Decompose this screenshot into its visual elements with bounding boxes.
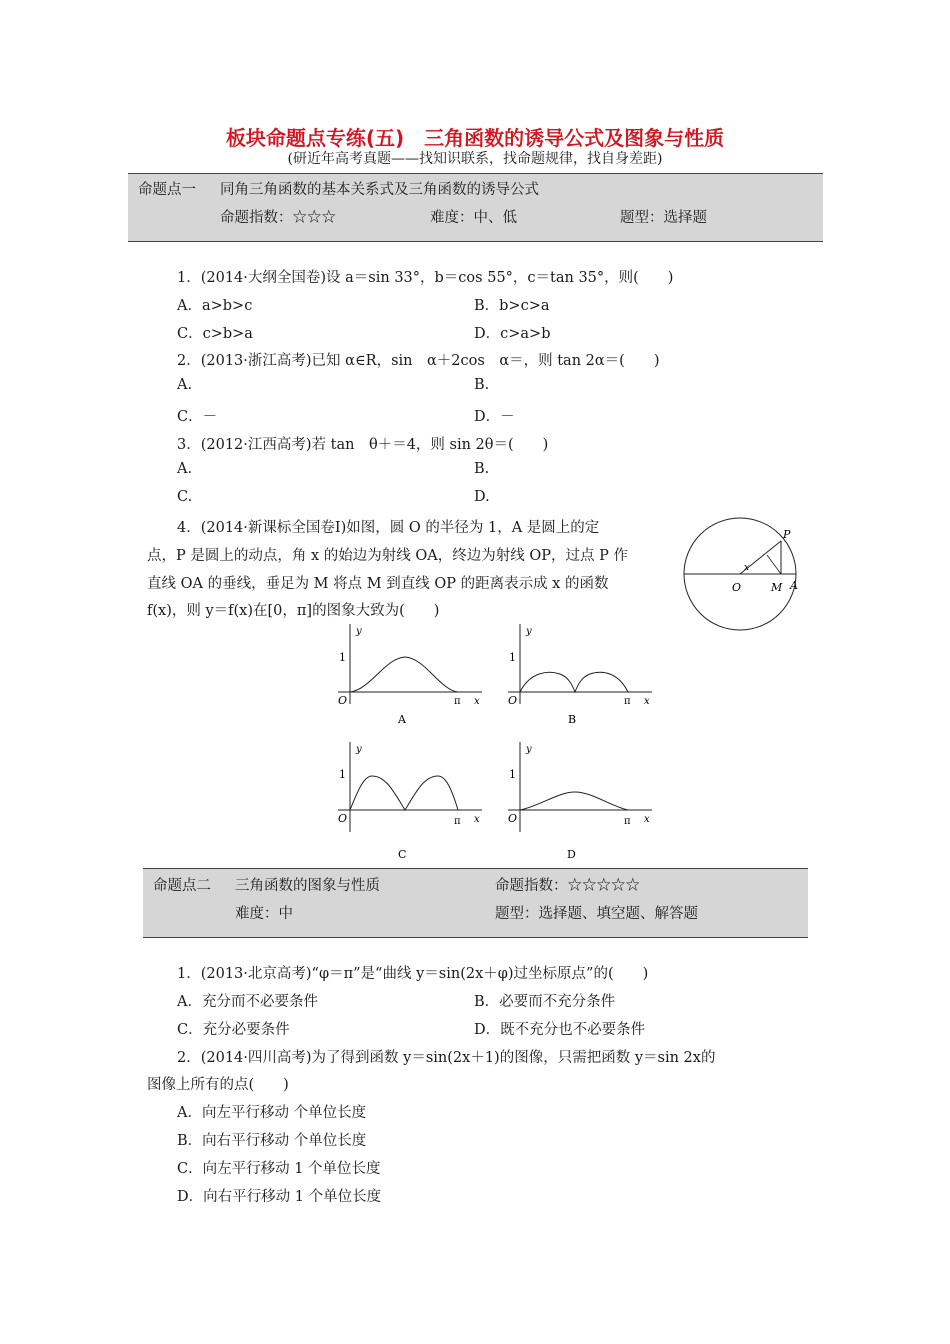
section2-label: 命题点二	[153, 878, 211, 894]
s1-q2-stem: 2．(2013·浙江高考)已知 α∈R，sin α＋2cos α＝，则 tan 2α＝( )	[177, 353, 660, 369]
s1-q1-option-c: C．c>b>a	[177, 326, 253, 342]
s1-q4-line4: f(x)，则 y＝f(x)在[0，π]的图象大致为( )	[147, 603, 440, 619]
label-m: M	[771, 581, 783, 594]
section2-type: 题型：选择题、填空题、解答题	[495, 906, 698, 922]
graph-d-one-label: 1	[509, 768, 516, 781]
graph-c-origin-label: O	[338, 812, 348, 825]
graph-a	[330, 622, 490, 730]
s1-q1-stem: 1．(2014·大纲全国卷)设 a＝sin 33°，b＝cos 55°，c＝tan 35°，则( )	[177, 270, 674, 286]
s1-q4-line1: 4．(2014·新课标全国卷Ⅰ)如图，圆 O 的半径为 1，A 是圆上的定	[177, 520, 600, 536]
graph-b-one-label: 1	[509, 651, 516, 664]
graph-a-pi-label: π	[454, 696, 461, 707]
s2-q2-line1: 2．(2014·四川高考)为了得到函数 y＝sin(2x＋1)的图像，只需把函数 y＝sin 2x的	[177, 1050, 716, 1066]
section1-index: 命题指数：☆☆☆	[220, 210, 336, 226]
graph-a-y-label: y	[356, 626, 362, 637]
graph-c-x-label: x	[474, 814, 480, 825]
graph-b-caption: B	[568, 713, 577, 726]
graph-c	[330, 740, 490, 864]
s1-q3-option-a: A.	[177, 461, 193, 477]
graph-a-origin-label: O	[338, 694, 348, 707]
section2-difficulty: 难度：中	[235, 906, 293, 922]
s1-q2-option-a: A.	[177, 377, 193, 393]
s1-q3-option-d: D.	[474, 489, 490, 505]
graph-a-caption: A	[398, 713, 406, 726]
s2-q1-stem: 1．(2013·北京高考)“φ＝π”是“曲线 y＝sin(2x＋φ)过坐标原点”的( )	[177, 966, 649, 982]
distance-segment	[767, 555, 781, 574]
s1-q2-option-c: C．－	[177, 409, 218, 425]
section1-difficulty: 难度：中、低	[430, 210, 517, 226]
page-subtitle: (研近年高考真题——找知识联系，找命题规律，找自身差距)	[287, 151, 663, 167]
s1-q1-option-a: A．a>b>c	[177, 298, 253, 314]
graph-c-pi-label: π	[454, 816, 461, 827]
graph-b-y-label: y	[526, 626, 532, 637]
s1-q1-option-d: D．c>a>b	[474, 326, 551, 342]
graph-d-curve	[520, 792, 628, 810]
s2-q2-option-a: A．向左平行移动 个单位长度	[177, 1105, 367, 1121]
graph-c-y-label: y	[356, 744, 362, 755]
graph-c-one-label: 1	[339, 768, 346, 781]
graph-b-origin-label: O	[508, 694, 518, 707]
s2-q2-option-d: D．向右平行移动 1 个单位长度	[177, 1189, 382, 1205]
page-title: 板块命题点专练(五) 三角函数的诱导公式及图象与性质	[225, 126, 725, 150]
section2-topic: 三角函数的图象与性质	[235, 878, 380, 894]
s1-q4-line3: 直线 OA 的垂线，垂足为 M 将点 M 到直线 OP 的距离表示成 x 的函数	[147, 576, 609, 592]
graph-a-curve	[350, 657, 458, 692]
graph-d-origin-label: O	[508, 812, 518, 825]
s1-q3-stem: 3．(2012·江西高考)若 tan θ＋＝4，则 sin 2θ＝( )	[177, 437, 549, 453]
s1-q3-option-c: C.	[177, 489, 193, 505]
s2-q2-line2: 图像上所有的点( )	[147, 1077, 289, 1093]
s2-q1-option-c: C．充分必要条件	[177, 1022, 290, 1038]
graph-c-curve	[350, 776, 458, 810]
s2-q2-option-b: B．向右平行移动 个单位长度	[177, 1133, 367, 1149]
s2-q1-option-b: B．必要而不充分条件	[474, 994, 616, 1010]
graph-d-y-label: y	[526, 744, 532, 755]
graph-d	[500, 740, 660, 864]
label-p: P	[783, 528, 791, 541]
graph-a-one-label: 1	[339, 651, 346, 664]
s1-q2-option-b: B.	[474, 377, 490, 393]
label-o: O	[732, 581, 742, 594]
s2-q1-option-d: D．既不充分也不必要条件	[474, 1022, 646, 1038]
graph-b-curve	[520, 672, 628, 692]
unit-circle-figure	[680, 512, 806, 642]
section2-index: 命题指数：☆☆☆☆☆	[495, 878, 640, 894]
label-a: A	[790, 579, 798, 592]
graph-c-caption: C	[398, 848, 407, 861]
section1-type: 题型：选择题	[620, 210, 707, 226]
s2-q2-option-c: C．向左平行移动 1 个单位长度	[177, 1161, 381, 1177]
s2-q1-option-a: A．充分而不必要条件	[177, 994, 318, 1010]
graph-b	[500, 622, 660, 730]
section1-topic: 同角三角函数的基本关系式及三角函数的诱导公式	[220, 182, 539, 198]
s1-q4-line2: 点，P 是圆上的动点，角 x 的始边为射线 OA，终边为射线 OP，过点 P 作	[147, 548, 628, 564]
graph-d-pi-label: π	[624, 816, 631, 827]
s1-q2-option-d: D．－	[474, 409, 515, 425]
graph-b-x-label: x	[644, 696, 650, 707]
graph-a-x-label: x	[474, 696, 480, 707]
s1-q1-option-b: B．b>c>a	[474, 298, 550, 314]
s1-q3-option-b: B.	[474, 461, 490, 477]
graph-d-caption: D	[567, 848, 576, 861]
section1-label: 命题点一	[138, 182, 196, 198]
label-x: x	[744, 563, 750, 573]
graph-b-pi-label: π	[624, 696, 631, 707]
graph-d-x-label: x	[644, 814, 650, 825]
